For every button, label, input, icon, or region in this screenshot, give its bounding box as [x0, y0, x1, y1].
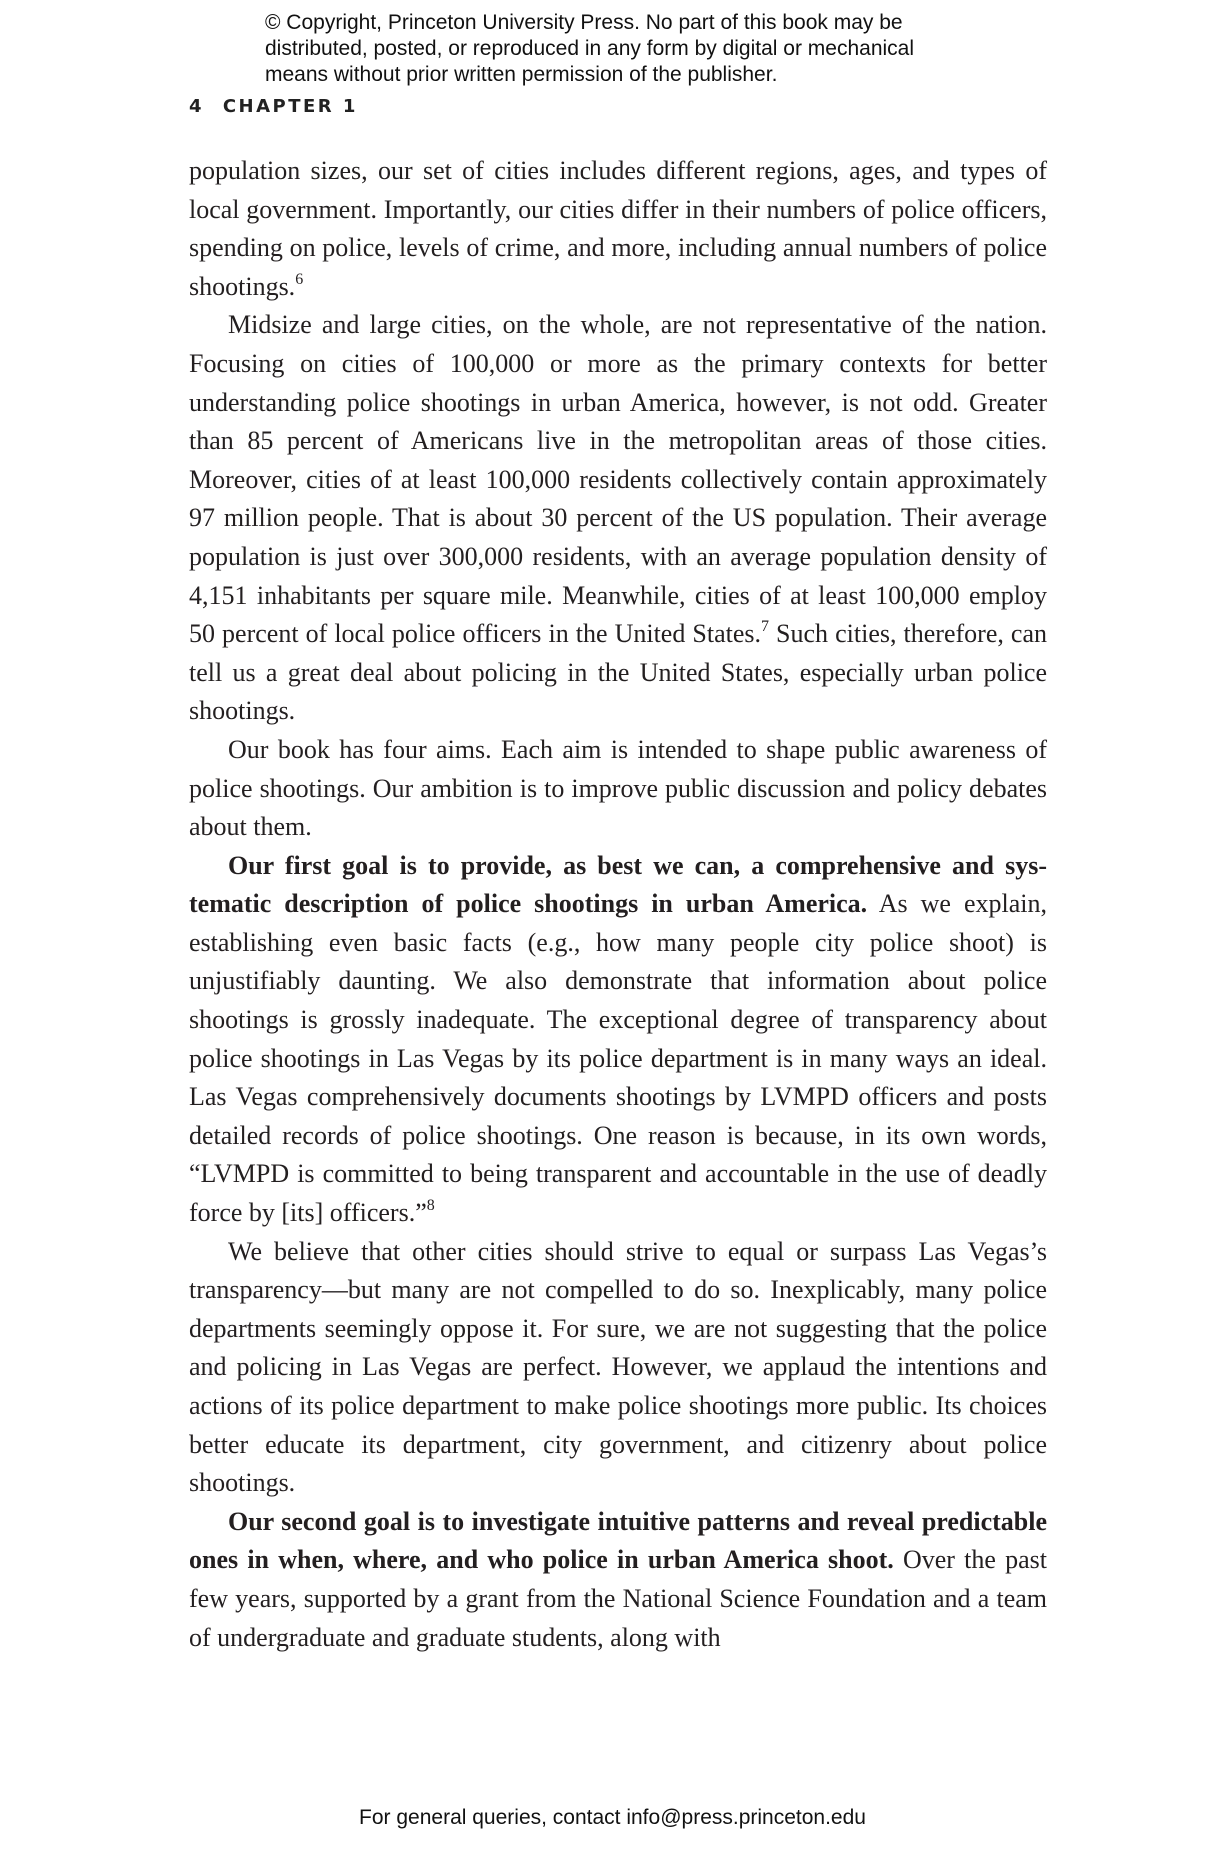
running-head — [189, 96, 358, 117]
paragraph — [189, 1503, 1047, 1657]
paragraph-text: We believe that other cities should strive to equal or surpass Las Vegas’s transparency—but many are not compelled to do so. Inexplicably, many police departments seemingly oppose it. For sure, we are not suggesting that the police and policing in Las Vegas are perfect. However, we applaud the intentions and actions of its police department to make police shootings more public. Its choices better educate its department, city government, and citizenry about police shootings. — [189, 1236, 1047, 1498]
footnote-ref: 7 — [761, 618, 769, 636]
footer-contact: For general queries, contact info@press.princeton.edu — [359, 1806, 866, 1829]
goal-statement: Our first goal is to provide, as best we can, a comprehensive and systematic description of police shootings in urban America. — [189, 850, 1047, 919]
body-text — [189, 152, 1047, 1657]
page-number: 4 — [189, 96, 205, 117]
paragraph-text: Over the past few years, supported by a grant from the National Science Foundation and a team of undergraduate and graduate students, along with — [189, 1545, 1047, 1652]
paragraph-text: population sizes, our set of cities includes different regions, ages, and types of local government. Importantly, our cities differ in their numbers of police officers, spending on police, levels of crime, and more, including annual numbers of police shootings. — [189, 156, 1047, 301]
copyright-notice — [265, 10, 1025, 88]
paragraph-text: Our book has four aims. Each aim is intended to shape public awareness of police shootings. Our ambition is to improve public discussion and policy debates about them. — [189, 734, 1047, 842]
paragraph-text: As we explain, establishing even basic facts (e.g., how many people city police shoot) is unjustifiably daunting. We also demonstrate that information about police shootings is grossly inadequate. The exceptional degree of transparency about police shootings in Las Vegas by its police department is in many ways an ideal. Las Vegas comprehensively documents shootings by LVMPD officers and posts detailed records of police shootings. One reason is because, in its own words, “LVMPD is committed to being transparent and accountable in the use of deadly force by [its] officers.” — [189, 889, 1047, 1228]
paragraph-text: Midsize and large cities, on the whole, are not representative of the nation. Focusing on cities of 100,000 or more as the primary contexts for better understanding police shootings in urban America, however, is not odd. Greater than 85 percent of Americans live in the metropolitan areas of those cities. Moreover, cities of at least 100,000 residents collectively contain approximately 97 million people. That is about 30 percent of the US population. Their average population is just over 300,000 residents, with an average population density of 4,151 inhabitants per square mile. Meanwhile, cities of at least 100,000 employ 50 percent of local police officers in the United States. — [189, 310, 1047, 649]
paragraph — [189, 731, 1047, 847]
paragraph — [189, 847, 1047, 1233]
goal-statement: Our second goal is to investigate intuitive patterns and reveal predictable ones in when, where, and who police in urban America shoot. — [189, 1506, 1047, 1575]
footnote-ref: 8 — [426, 1197, 435, 1215]
copyright-line: © Copyright, Princeton University Press. No part of this book may be — [265, 11, 903, 34]
copyright-line: means without prior written permission of the publisher. — [265, 63, 778, 86]
paragraph — [189, 1233, 1047, 1503]
paragraph — [189, 152, 1047, 306]
footnote-ref: 6 — [295, 270, 304, 288]
chapter-label: CHAPTER 1 — [222, 96, 358, 117]
paragraph-text: Such cities, therefore, can tell us a great deal about policing in the United States, especially urban police shootings. — [189, 619, 1047, 726]
copyright-line: distributed, posted, or reproduced in any form by digital or mechanical — [265, 37, 915, 60]
paragraph — [189, 306, 1047, 731]
